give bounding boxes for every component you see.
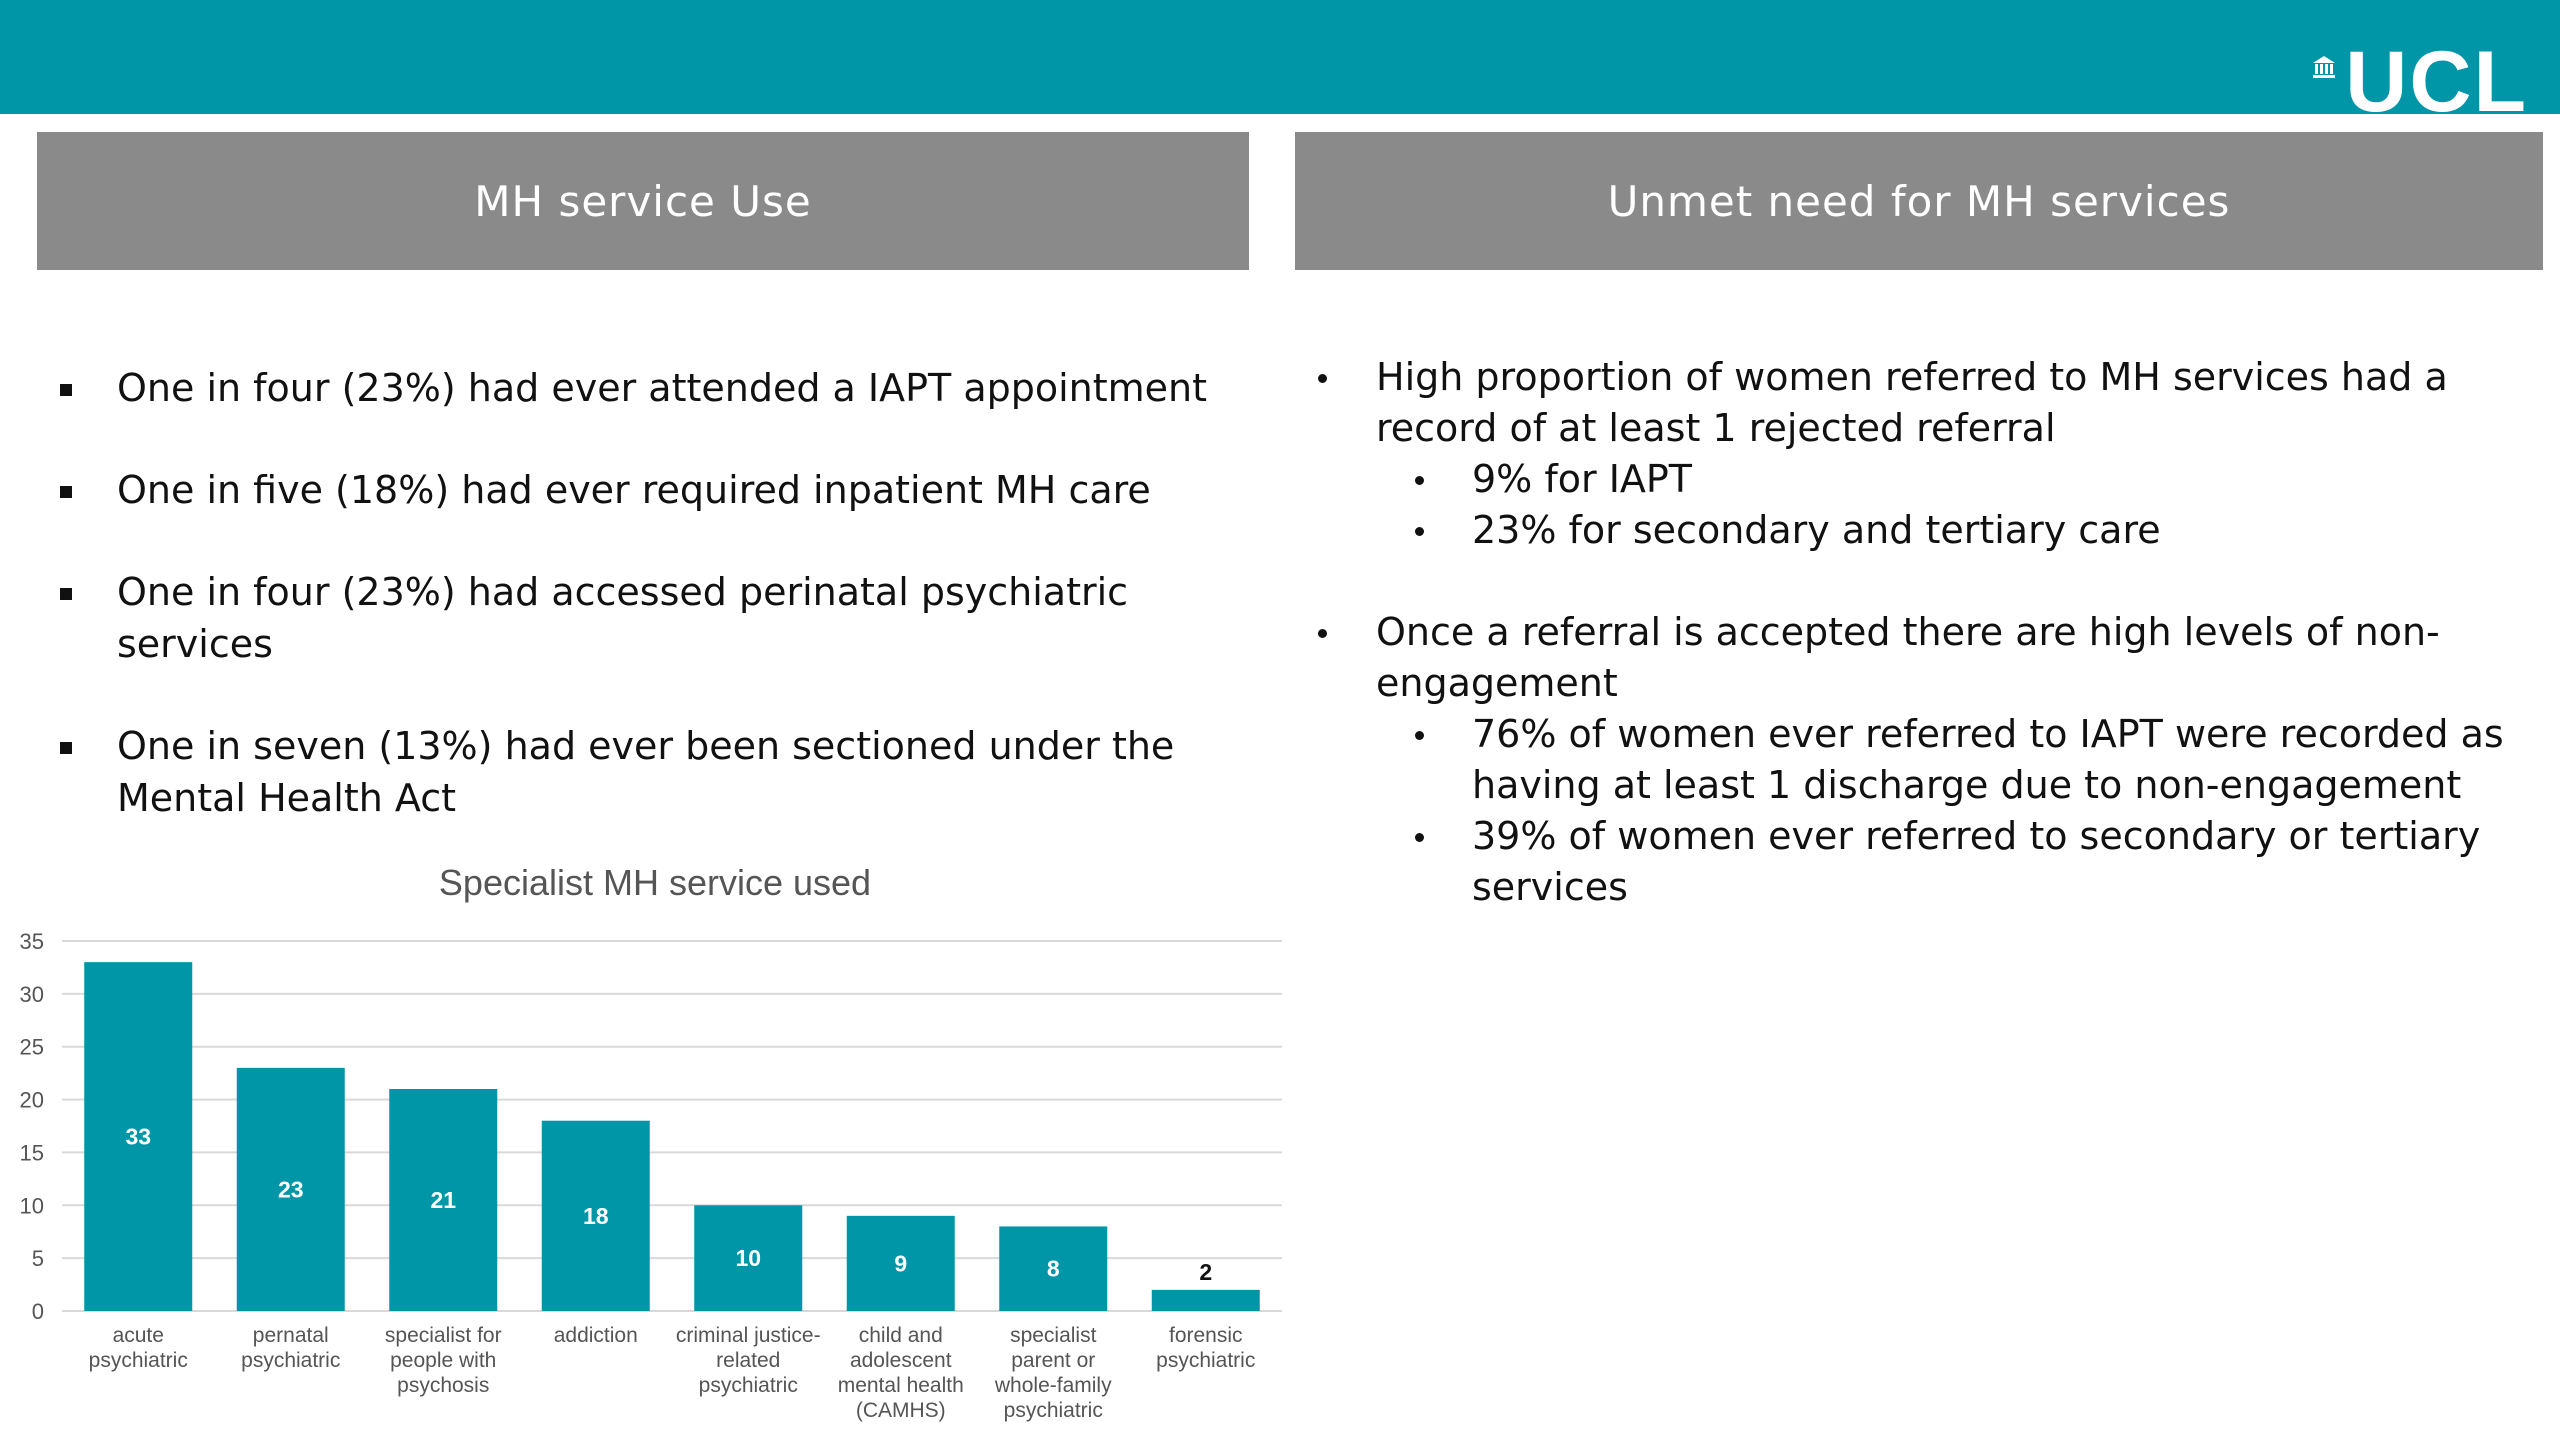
x-tick-label: whole-family: [994, 1374, 1112, 1397]
x-tick-label: child and: [858, 1324, 943, 1347]
round-bullet-icon: [1415, 731, 1424, 740]
round-bullet-icon: [1415, 476, 1424, 485]
bullet-line: 76% of women ever referred to IAPT were recorded as: [1472, 712, 2504, 756]
data-label: 18: [582, 1202, 609, 1229]
y-tick-label: 30: [19, 981, 44, 1007]
x-tick-label: psychiatric: [1156, 1349, 1256, 1372]
bullet-line: One in seven (13%) had ever been sectioned under the: [117, 724, 1175, 768]
x-tick-label: psychiatric: [88, 1349, 188, 1372]
bullet-line: 39% of women ever referred to secondary or tertiary: [1472, 814, 2481, 858]
list-item: [55, 566, 1215, 670]
bullet-line: 23% for secondary and tertiary care: [1472, 508, 2161, 552]
ucl-logo-text: UCL: [2345, 34, 2528, 130]
data-label: 10: [735, 1245, 762, 1272]
x-tick-label: specialist: [1010, 1324, 1097, 1347]
bullet-line: Once a referral is accepted there are high levels of non-: [1376, 610, 2440, 654]
portico-icon: [2313, 56, 2335, 78]
bullet-line: services: [1472, 865, 1628, 909]
round-bullet-icon: [1415, 833, 1424, 842]
bullet-line: engagement: [1376, 661, 1618, 705]
unmet-need-list: [1310, 352, 2540, 913]
bar: [1152, 1290, 1260, 1311]
list-item: [1310, 352, 2540, 454]
bullet-line: Mental Health Act: [117, 776, 457, 820]
y-tick-label: 5: [31, 1246, 44, 1272]
ucl-logo: [2313, 34, 2528, 130]
y-tick-label: 20: [19, 1087, 44, 1113]
data-label: 2: [1199, 1258, 1213, 1285]
unmet-need-title: Unmet need for MH services: [1607, 176, 2231, 226]
x-tick-label: parent or: [1011, 1349, 1096, 1372]
x-tick-label: (CAMHS): [855, 1399, 946, 1422]
list-item: [55, 464, 1215, 516]
sub-list-item: [1310, 505, 2540, 556]
list-item: [55, 720, 1215, 824]
bullet-line: High proportion of women referred to MH services had a: [1376, 355, 2448, 399]
unmet-need-header: [1295, 132, 2543, 270]
mh-service-use-list: [55, 362, 1215, 874]
x-tick-label: people with: [390, 1349, 497, 1372]
y-tick-label: 25: [19, 1034, 44, 1060]
y-tick-label: 35: [19, 929, 44, 954]
square-bullet-icon: [60, 742, 72, 754]
bullet-line: One in five (18%) had ever required inpatient MH care: [117, 468, 1151, 512]
y-tick-label: 10: [19, 1193, 44, 1219]
bullet-line: 9% for IAPT: [1472, 457, 1693, 501]
bullet-line: services: [117, 622, 273, 666]
spacer: [1310, 556, 2540, 607]
x-tick-label: criminal justice-: [675, 1324, 821, 1347]
x-tick-label: psychiatric: [1003, 1399, 1103, 1422]
mh-service-use-header: [37, 132, 1249, 270]
x-tick-label: addiction: [553, 1324, 638, 1347]
x-tick-label: psychosis: [397, 1374, 490, 1397]
x-tick-label: psychiatric: [241, 1349, 341, 1372]
bar-chart: [0, 920, 1320, 1432]
list-item: [1310, 607, 2540, 709]
x-tick-label: related: [716, 1349, 781, 1372]
top-banner: [0, 0, 2560, 114]
x-tick-label: specialist for: [384, 1324, 502, 1347]
list-item: [55, 362, 1215, 414]
chart-title: Specialist MH service used: [438, 862, 872, 903]
x-tick-label: acute: [112, 1324, 164, 1347]
data-label: 9: [894, 1250, 908, 1277]
x-tick-label: psychiatric: [698, 1374, 798, 1397]
bullet-line: record of at least 1 rejected referral: [1376, 406, 2056, 450]
x-tick-label: pernatal: [252, 1324, 329, 1347]
x-tick-label: mental health: [837, 1374, 964, 1397]
bullet-line: One in four (23%) had ever attended a IAPT appointment: [117, 366, 1208, 410]
bullet-line: having at least 1 discharge due to non-engagement: [1472, 763, 2462, 807]
data-label: 8: [1046, 1255, 1060, 1282]
square-bullet-icon: [60, 588, 72, 600]
round-bullet-icon: [1318, 374, 1327, 383]
y-tick-label: 15: [19, 1140, 44, 1166]
round-bullet-icon: [1415, 527, 1424, 536]
data-label: 33: [125, 1123, 152, 1150]
square-bullet-icon: [60, 384, 72, 396]
data-label: 21: [430, 1187, 457, 1213]
mh-service-use-title: MH service Use: [474, 176, 812, 226]
round-bullet-icon: [1318, 629, 1327, 638]
x-tick-label: adolescent: [849, 1349, 952, 1372]
x-tick-label: forensic: [1168, 1324, 1243, 1347]
y-tick-label: 0: [31, 1299, 44, 1324]
data-label: 23: [277, 1176, 304, 1203]
sub-list-item: [1310, 454, 2540, 505]
square-bullet-icon: [60, 486, 72, 498]
bullet-line: One in four (23%) had accessed perinatal psychiatric: [117, 570, 1129, 614]
sub-list-item: [1310, 811, 2540, 913]
sub-list-item: [1310, 709, 2540, 811]
